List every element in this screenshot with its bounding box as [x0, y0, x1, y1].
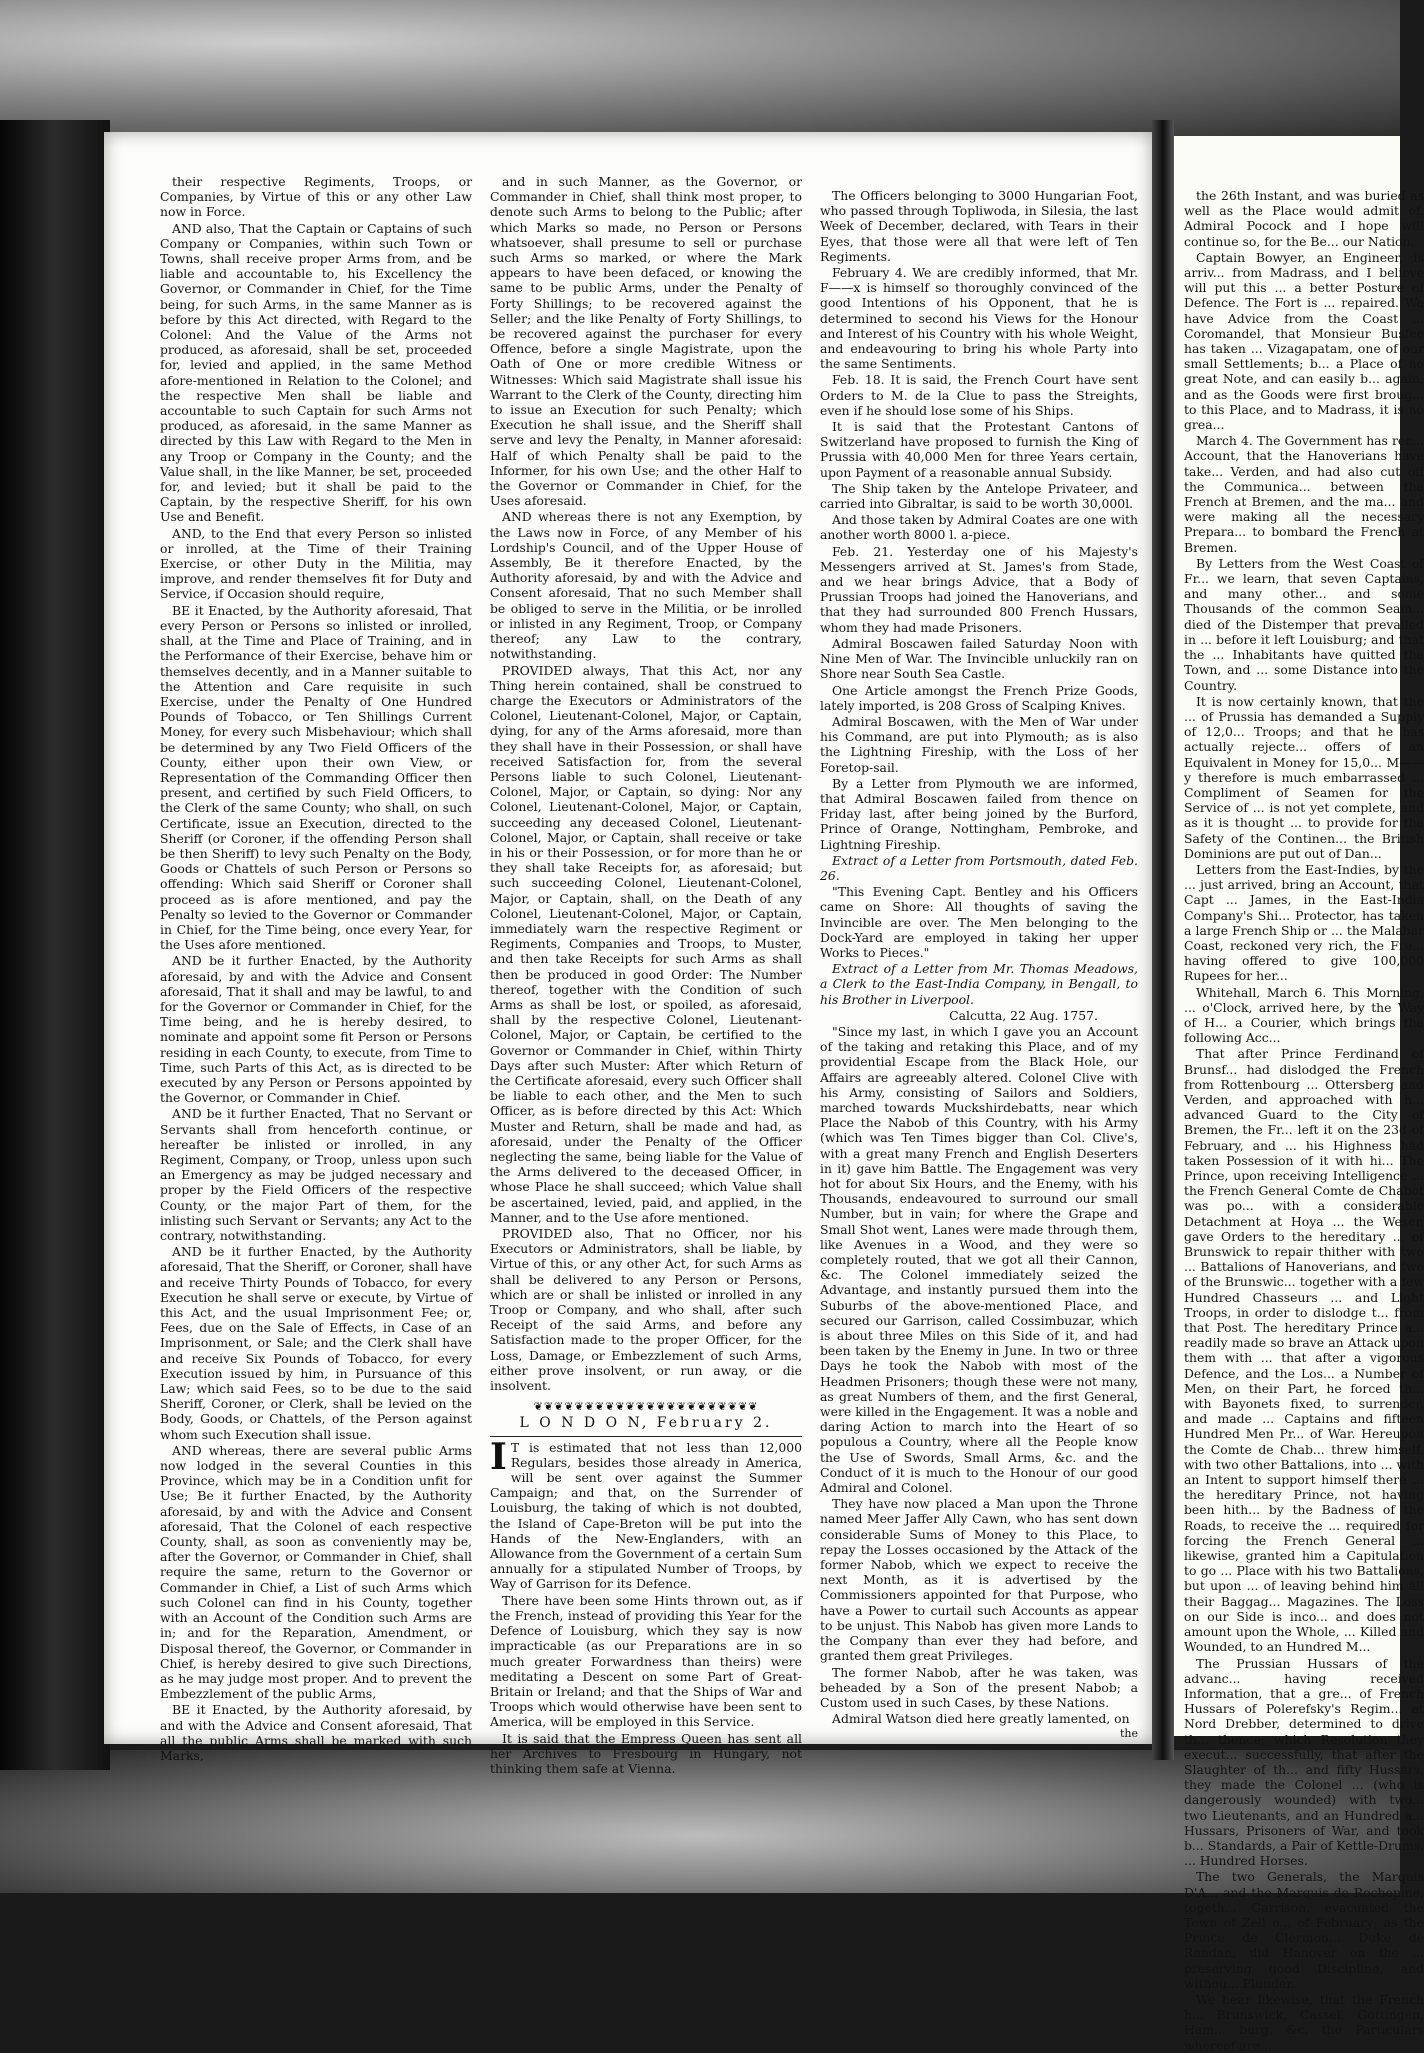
paragraph: and in such Manner, as the Governor, or Commander in Chief, shall think most proper, to denote such Arms to belong to the Public; after which Marks so made, no Person or Persons whatsoever, shall presume to sell or purchase such Arms so marked, or where the Mark appears to have been defaced, or knowing the same to be public Arms, under the Penalty of Forty Shillings; to be recovered against the Seller; and the like Penalty of Forty Shillings, to be recovered against the purchaser for every Offence, before a single Magistrate, upon the Oath of One or more credible Witness or Witnesses: Which said Magistrate shall issue his Warrant to the Clerk of the County, directing him to issue an Execution for such Penalty; which Execution he shall issue, and the Sheriff shall serve and levy the Penalty, in Manner aforesaid: Half of which Penalty shall be paid to the Informer, for his own Use; and the other Half to the Governor or Commander in Chief, for the Uses aforesaid. — [490, 174, 802, 509]
paragraph: February 4. We are credibly informed, that Mr. F——x is himself so thoroughly convinced of the good Intentions of his Opponent, that he is determined to second his Views for the Honour and Interest of his Country with his whole Weight, and endeavouring to bring his whole Party into the same Sentiments. — [820, 265, 1138, 372]
column-3 — [820, 188, 1138, 1742]
paragraph: March 4. The Government has rec... Account, that the Hanoverians have take... Verden, and had also cut off the Communica... between the French at Bremen, and the ma... and were making all the necessary Prepara... to bombard the French at Bremen. — [1184, 433, 1424, 555]
paragraph: Admiral Boscawen, with the Men of War under his Command, are put into Plymouth; as is also the Lightning Fireship, with the Loss of her Foretop-sail. — [820, 713, 1138, 775]
paragraph: AND, to the End that every Person so inlisted or inrolled, at the Time of their Training Exercise, or other Duty in the Militia, may improve, and render themselves fit for Duty and Service, if Occasion should require, — [160, 525, 472, 602]
paragraph: AND also, That the Captain or Captains of such Company or Companies, within such Town or Towns, shall receive proper Arms from, and be liable and accountable to, his Excellency the Governor, or Commander in Chief, for the Time being, for such Arms, in the same Manner as is before by this Act directed, with Regard to the Colonel: And the Value of the Arms not produced, as aforesaid, shall be set, proceeded for, levied and applied, in the same Method afore-mentioned in Relation to the Colonel; and the respective Men shall be liable and accountable to such Captain for such Arms not produced, as aforesaid, in the same Manner as directed by this Law with Regard to the Men in any Troop or Company in the County; and the Value shall, in the like Manner, be set, proceeded for, and levied; but it shall be paid to the Captain, by the respective Sheriff, for his own Use and Benefit. — [160, 220, 472, 525]
newspaper-page — [104, 132, 1152, 1776]
paragraph: AND whereas there is not any Exemption, by the Laws now in Force, of any Member of his Lordship's Council, and of the Upper House of Assembly, Be it therefore Enacted, by the Authority aforesaid, by and with the Advice and Consent aforesaid, That no such Member shall be obliged to serve in the Militia, or be inrolled or inlisted in any Regiment, Troop, or Company thereof; any Law to the contrary, notwithstanding. — [490, 509, 802, 662]
drop-cap: I — [490, 1435, 507, 1478]
next-page-partial — [1174, 136, 1424, 2053]
paragraph: AND be it further Enacted, by the Authority aforesaid, by and with the Advice and Consent aforesaid, That it shall and may be lawful, to and for the Governor or Commander in Chief, for the Time being, and he is hereby desired, to nominate and appoint some fit Person or Persons residing in each County, to execute, from Time to Time, such Parts of this Act, as is directed to be executed by any Person or Persons appointed by the Governor, or Commander in Chief. — [160, 953, 472, 1106]
paragraph: It is now certainly known, that the ... of Prussia has demanded a Supply of 12,0... Troops; and that he has actually rejecte... offers of an Equivalent in Money for 15,0... M——y therefore is much embarrassed ... Compliment of Seamen for the Service of ... is not yet complete, and as it is thought ... to provide for the Safety of the Continen... the British Dominions are put out of Dan... — [1184, 693, 1424, 861]
london-paragraph-text: T is estimated that not less than 12,000 Regulars, besides those already in America, will be sent over against the Summer Campaign; and that, on the Surrender of Louisburg, the taking of which is not doubted, the Island of Cape-Breton will be put into the Hands of the New-Englanders, with an Allowance from the Government of a certain Sum annually for a stipulated Number of Troops, by Way of Garrison for its Defence. — [490, 1439, 802, 1592]
paragraph: That after Prince Ferdinand of Brunsf... had dislodged the French from Rottenbourg ... Ottersberg and Verden, and approached with h... advanced Guard to the City of Bremen, the Fr... left it on the 23d of February, and ... his Highness had taken Possession of it with hi... The Prince, upon receiving Intelligence ... the French General Comte de Chabot was po... with a considerable Detachment at Hoya ... the Weser, gave Orders to the hereditary ... of Brunswick to repair thither with two ... Battalions of Hanoverians, and two of the Brunswic... together with a few Hundred Chasseurs ... and Light Troops, in order to dislodge t... from that Post. The hereditary Prince a... readily made so brave an Attack upon them with ... that after a vigorous Defence, and the Los... a Number of Men, on their Part, he forced th... with Bayonets fixed, to surrender, and made ... Captains and fifteen Hundred Men Pr... of War. Hereupon the Comte de Chab... threw himself, with two other Battalions, into ... with an Intent to support himself there ... the hereditary Prince, not having been hith... by the Badness of the Roads, to receive the ... required for forcing the French General ... likewise, granted him a Capitulation to go ... Place with his two Battalions, but upon ... of leaving behind him all their Baggag... Magazines. The Loss on our Side is inco... and does not amount upon the Whole, ... Killed and Wounded, to an Hundred M... — [1184, 1046, 1424, 1655]
ornament-divider: ❦❦❦❦❦❦❦❦❦❦❦❦❦❦❦❦❦❦❦❦❦❦ — [533, 1400, 759, 1414]
page-gutter — [1152, 120, 1174, 1760]
catchword: the — [1119, 1727, 1138, 1741]
paragraph: AND be it further Enacted, by the Authority aforesaid, That the Sheriff, or Coroner, shall have and receive Thirty Pounds of Tobacco, for every Execution he shall serve or execute, by Virtue of this Act, and the usual Imprisonment Fee; or, Fees, due on the Sale of Effects, in Case of an Imprisonment, or Sale; and the Clerk shall have and receive Six Pounds of Tobacco, for every Execution issued by him, in Pursuance of this Law; which said Fees, so to be due to the said Sheriff, Coroner, or Clerk, shall be levied on the Body, Goods, or Chattels, of the Person against whom such Execution shall issue. — [160, 1244, 472, 1442]
paragraph: PROVIDED always, That this Act, nor any Thing herein contained, shall be construed to charge the Executors or Administrators of the Colonel, Lieutenant-Colonel, Major, or Captain, dying, for any of the Arms aforesaid, more than they shall have in their Possession, or shall have received Satisfaction for, from the several Persons liable to such Colonel, Lieutenant-Colonel, Major, or Captain, so dying: Nor any Colonel, Lieutenant-Colonel, Major, or Captain, succeeding any deceased Colonel, Lieutenant-Colonel, Major, or Captain, shall receive or take in his or their Possession, or for more than he or they shall take Receipts for, as aforesaid; but such succeeding Colonel, Lieutenant-Colonel, Major, or Captain, shall, on the Death of any Colonel, Lieutenant-Colonel, Major, or Captain, immediately warn the respective Regiment or Regiments, Companies and Troops, to Muster, and then take Receipts for such Arms as shall then be produced in good Order: The Number thereof, together with the Condition of such Arms as shall be lost, or spoiled, as aforesaid, shall by the respective Colonel, Lieutenant-Colonel, Major, or Captain, be certified to the Governor or Commander in Chief, within Thirty Days after such Muster: After which Return of the Certificate aforesaid, every such Officer shall be liable to each other, and the Men to such Officer, as is before directed by this Act: Which Muster and Return, shall be made and had, as aforesaid, under the Penalty of the Officer neglecting the same, being liable for the Value of the Arms delivered to the deceased Officer, in whose Place he shall succeed; which Value shall be ascertained, levied, paid, and applied, in the Manner, and to the Use afore mentioned. — [490, 662, 802, 1225]
paragraph: Whitehall, March 6. This Morning, ... o'Clock, arrived here, by the Way of H... a Courier, which brings the following Acc... — [1184, 984, 1424, 1046]
paragraph: The two Generals, the Marquis D'A... and the Marquis de Rochepine, togeth... Garrison, evacuated the Town of Zell o... of February; as the Prince de Clermon... Duke de Randan, did Hanover on the ... preserving good Discipline, and withou... Plunder. — [1184, 1869, 1424, 1991]
paragraph: The former Nabob, after he was taken, was beheaded by a Son of the present Nabob; a Custom used in such Cases, by these Nations. — [820, 1664, 1138, 1710]
paragraph: Feb. 18. It is said, the French Court have sent Orders to M. de la Clue to pass the Streights, even if he should lose some of his Ships. — [820, 372, 1138, 418]
paragraph: Admiral Boscawen failed Saturday Noon with Nine Men of War. The Invincible unluckily ran on Shore near South Sea Castle. — [820, 635, 1138, 682]
column-1 — [160, 174, 472, 1763]
column-4 — [1184, 188, 1424, 2053]
paragraph: BE it Enacted, by the Authority aforesaid, That every Person or Persons so inlisted or inrolled, shall, at the Time and Place of Training, and in the Performance of their Exercise, behave him or themselves decently, and in a Manner suitable to the Attention and Care requisite in such Exercise, under the Penalty of One Hundred Pounds of Tobacco, or Ten Shillings Current Money, for every such Misbehaviour; which shall be determined by any Two Field Officers of the County, either upon their own View, or Representation of the Commanding Officer then present, and certified by such Field Officers, to the Clerk of the same County; who shall, on such Certificate, issue an Execution, directed to the Sheriff (or Coroner, if the offending Person shall be then Sheriff) to levy such Penalty on the Body, Goods or Chattels of such Person or Persons so offending: Which said Sheriff or Coroner shall proceed as is afore mentioned, and pay the Penalty so levied to the Governor or Commander in Chief, for the Time being, once every Year, for the Uses afore mentioned. — [160, 602, 472, 953]
london-paragraph: It is said that the Empress Queen has sent all her Archives to Fresbourg in Hungary, not thinking them safe at Vienna. — [490, 1730, 802, 1776]
paragraph: Admiral Watson died here greatly lamented, on — [832, 1711, 1130, 1727]
paragraph: By Letters from the West Coast of Fr... we learn, that seven Captains, and many other... and some Thousands of the common Seam... died of the Distemper that prevailed in ... before it left Louisburg; and that the ... Inhabitants have quitted the Town, and ... some Distance into the Country. — [1184, 555, 1424, 693]
paragraph: The Ship taken by the Antelope Privateer, and carried into Gibraltar, is said to be worth 30,000l. — [820, 480, 1138, 512]
paragraph: We hear likewise, that the French h... Brunswick, Cassel, Gottingen, Ham... burg, &c. the Particulars whereof are... — [1184, 1991, 1424, 2053]
paragraph: the 26th Instant, and was buried as well as the Place would admit of. Admiral Pocock and I hope will continue so, for the Be... our Nation. — [1184, 188, 1424, 249]
paragraph: "Since my last, in which I gave you an Account of the taking and retaking this Place, and of my providential Escape from the Black Hole, our Affairs are agreeably altered. Colonel Clive with his Army, consisting of Sailors and Soldiers, marched towards Muckshirdebatts, near which Place the Nabob of this Country, with his Army (which was Ten Times bigger than Col. Clive's, with a great many French and English Deserters in it) gave him Battle. The Engagement was very hot for about Six Hours, and the Enemy, with his Thousands, endeavoured to surround our small Number, but in vain; for where the Grape and Small Shot went, Lanes were made through them, like Avenues in a Wood, and they were so completely routed, that we got all their Cannon, &c. The Colonel immediately seized the Advantage, and instantly pursued them into the Suburbs of the above-mentioned Place, and secured our Garrison, called Cossimbuzar, which is about three Miles on this Side of it, and had been taken by the Enemy in June. In two or three Days he took the Nabob with most of the Headmen Prisoners; though these were not many, as great Numbers of them, and the first General, were killed in the Engagement. It was a noble and daring Action to march into the Heart of so populous a Country, where all the People know the Use of Swords, Small Arms, &c. and the Conduct of it is much to the Honour of our good Admiral and Colonel. — [820, 1023, 1138, 1496]
extract-title: Extract of a Letter from Mr. Thomas Meadows, a Clerk to the East-India Company, in Bengall, to his Brother in Liverpool. — [820, 961, 1138, 1007]
paragraph: By a Letter from Plymouth we are informed, that Admiral Boscawen failed from thence on Friday last, after being joined by the Burford, Prince of Orange, Nottingham, Pembroke, and Lightning Fireship. — [820, 775, 1138, 852]
london-paragraph — [490, 1435, 802, 1592]
divider-rule — [490, 1436, 802, 1437]
column-2 — [490, 174, 802, 1776]
microfilm-border-top — [0, 0, 1400, 140]
paragraph: One Article amongst the French Prize Goods, lately imported, is 208 Gross of Scalping Knives. — [820, 682, 1138, 713]
paragraph: Captain Bowyer, an Engineer, is arriv... from Madrass, and I believe will put this ... a better Posture of Defence. The Fort is ... repaired. We have Advice from the Coast ... Coromandel, that Monsieur Busfee has taken ... Vizagapatam, one of our small Settlements; b... a Place of no great Note, and can easily b... again; and as the Goods were first broug... to this Place, and to Madrass, it is no grea... — [1184, 249, 1424, 433]
paragraph: It is said that the Protestant Cantons of Switzerland have proposed to furnish the King of Prussia with 40,000 Men for three Years certain, upon Payment of a reasonable annual Subsidy. — [820, 419, 1138, 480]
book-spine — [0, 120, 110, 1770]
london-heading: L O N D O N, February 2. — [519, 1415, 773, 1432]
paragraph: The Prussian Hussars of the advanc... having received Information, that a gre... of French Hussars of Polerefsky's Regim... at Nord Drebber, determined to drive th... thence; which Resolution they execut... successfully, that after the Slaughter of th... and fifty Hussars, they made the Colonel ... (who is dangerously wounded) with two... two Lieutenants, and an Hundred a... Hussars, Prisoners of War, and took b... Standards, a Pair of Kettle-Drums, ... Hundred Horses. — [1184, 1655, 1424, 1869]
extract-text: "This Evening Capt. Bentley and his Officers came on Shore: All thoughts of saving the Invincible are over. The Men belonging to the Dock-Yard are employed in taking her upper Works to Pieces." — [820, 884, 1138, 960]
paragraph: Letters from the East-Indies, by the ... just arrived, bring an Account, that Capt ... James, in the East-India Company's Shi... Protector, has taken a large French Ship or ... the Malabar Coast, reckoned very rich, the Fre... having offered to give 100,000 Rupees for her... — [1184, 861, 1424, 984]
paragraph: The Officers belonging to 3000 Hungarian Foot, who passed through Topliwoda, in Silesia, the last Week of December, declared, with Tears in their Eyes, that those were all that were left of Ten Regiments. — [820, 188, 1138, 264]
paragraph: AND be it further Enacted, That no Servant or Servants shall from henceforth continue, or hereafter be inlisted or inrolled, in any Regiment, Company, or Troop, unless upon such an Emergency as may be judged necessary and proper by the Field Officers of the respective County, or the major Part of them, for the inlisting such Servant or Servants; any Act to the contrary, notwithstanding. — [160, 1106, 472, 1244]
paragraph: Feb. 21. Yesterday one of his Majesty's Messengers arrived at St. James's from Stade, and we hear brings Advice, that a Body of Prussian Troops had joined the Hanoverians, and that they had surrounded 800 French Hussars, whom they had made Prisoners. — [820, 543, 1138, 635]
paragraph: their respective Regiments, Troops, or Companies, by Virtue of this or any other Law now in Force. — [160, 174, 472, 220]
paragraph: PROVIDED also, That no Officer, nor his Executors or Administrators, shall be liable, by Virtue of this, or any other Act, for such Arms as shall be delivered to any Person or Persons, which are or shall be inlisted or inrolled in any Troop or Company, and who shall, after such Receipt of the said Arms, and before any Satisfaction made to the proper Officer, for the Loss, Damage, or Embezzlement of such Arms, either prove insolvent, or run away, or die insolvent. — [490, 1226, 802, 1394]
extract-title: Extract of a Letter from Portsmouth, dated Feb. 26. — [820, 852, 1138, 883]
paragraph: BE it Enacted, by the Authority aforesaid, by and with the Advice and Consent aforesaid, That all the public Arms shall be marked with such Marks, — [160, 1702, 472, 1763]
paragraph: They have now placed a Man upon the Throne named Meer Jaffer Ally Cawn, who has sent down considerable Sums of Money to this Place, to repay the Losses occasioned by the Attack of the former Nabob, which we expect to receive the next Month, as it is advertised by the Commissioners appointed for that Purpose, who have a Power to curtail such Accounts as appear to be unjust. This Nabob has given more Lands to the Company than ever they had before, and granted them great Privileges. — [820, 1496, 1138, 1664]
dateline: Calcutta, 22 Aug. 1757. — [949, 1007, 1098, 1023]
london-paragraph: There have been some Hints thrown out, as if the French, instead of providing this Year for the Defence of Louisburg, which they say is now impracticable (as our Preparations are in so much greater Forwardness than theirs) were meditating a Descent on some Part of Great-Britain or Ireland; and that the Ships of War and Troops which would otherwise have been sent to America, will be employed in this Service. — [490, 1592, 802, 1730]
paragraph: AND whereas, there are several public Arms now lodged in the several Counties in this Province, which may be in a Condition unfit for Use; Be it further Enacted, by the Authority aforesaid, by and with the Advice and Consent aforesaid, That the Colonel of each respective County, shall, as soon as conveniently may be, after the Governor, or Commander in Chief, shall require the same, return to the Governor or Commander in Chief, a List of such Arms which such Colonel can find in his County, together with an Account of the Condition such Arms are in; and for the Reparation, Amendment, or Disposal thereof, the Governor, or Commander in Chief, is hereby desired to give such Directions, as he may judge most proper. And to prevent the Embezzlement of the public Arms, — [160, 1442, 472, 1702]
paragraph: And those taken by Admiral Coates are one with another worth 8000 l. a-piece. — [820, 512, 1138, 543]
